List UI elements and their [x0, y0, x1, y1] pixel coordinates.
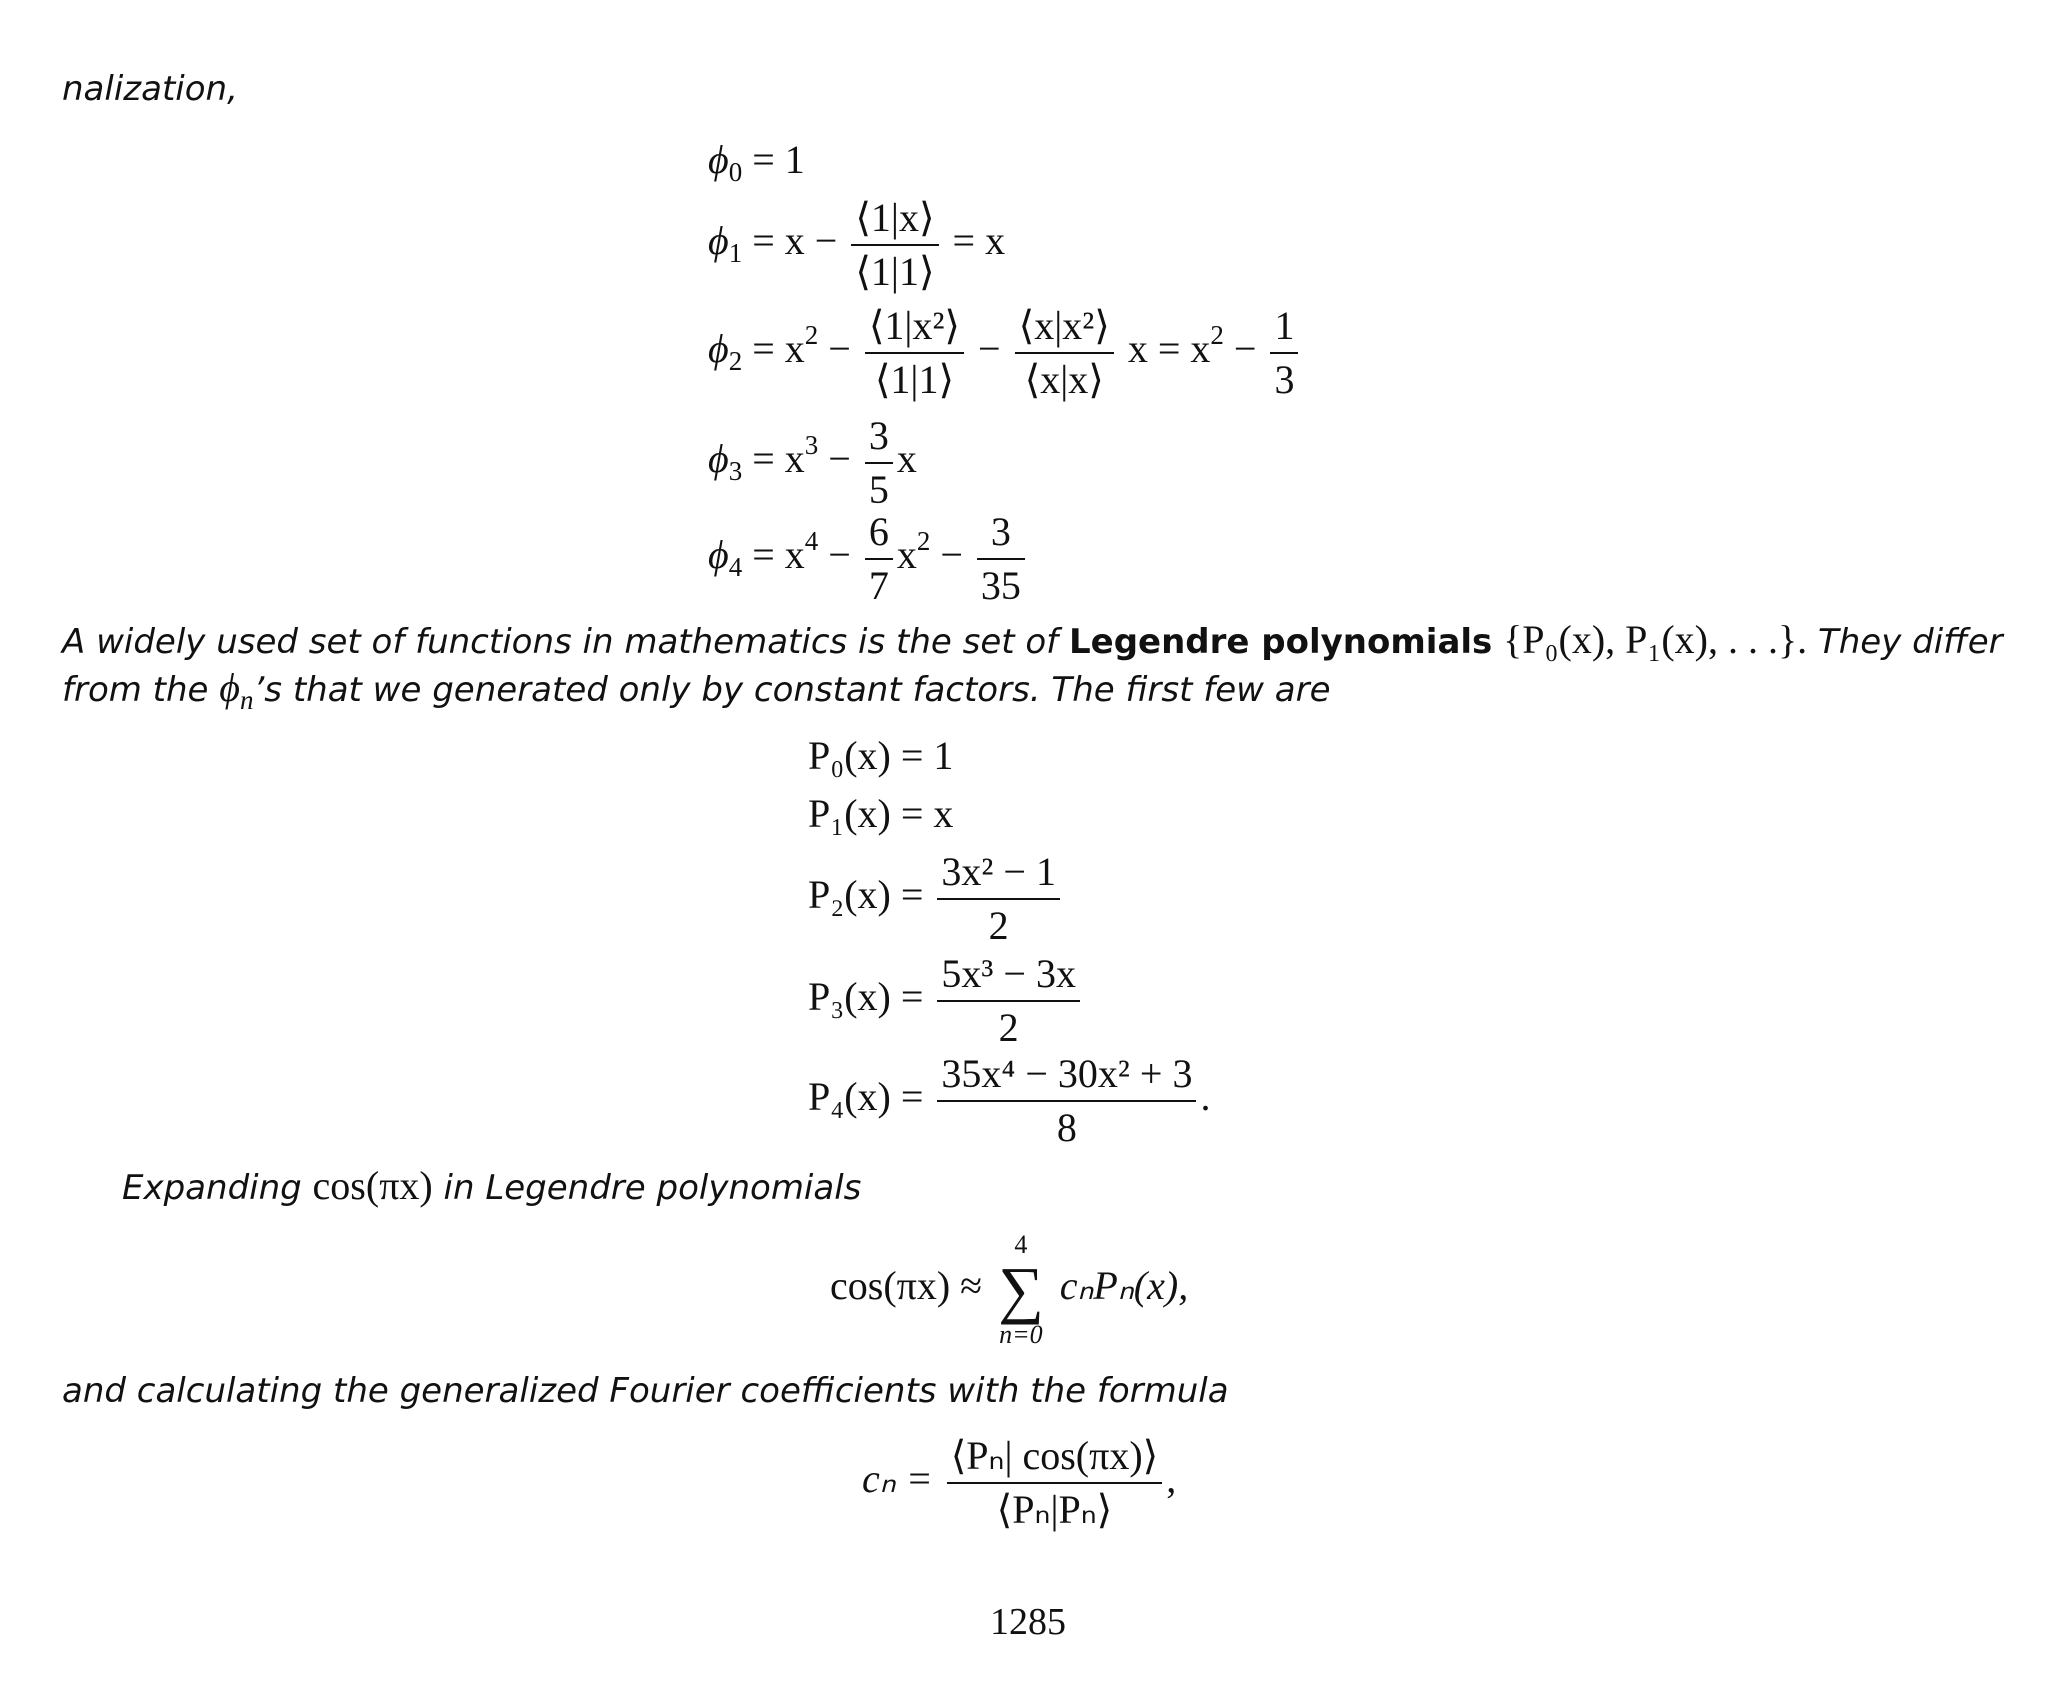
p1-equation: P₁(x) = x: [808, 791, 954, 836]
p3-denominator: 2: [998, 1005, 1019, 1050]
phi-n-symbol: ϕ: [219, 665, 240, 710]
sum-lhs: cos(πx) ≈: [830, 1263, 983, 1309]
phi4-term: = x: [752, 532, 805, 578]
phi4-denominator-1: 7: [868, 563, 889, 608]
legendre-term: Legendre polynomials: [1068, 622, 1493, 662]
coef-fraction: [947, 1433, 1163, 1532]
para2-a: Expanding: [122, 1168, 302, 1208]
phi2-fraction-1: [865, 303, 964, 402]
p4-tail: .: [1200, 1074, 1211, 1120]
phi2-symbol: ϕ: [708, 326, 729, 372]
page-number: 1285: [990, 1601, 1066, 1643]
phi3-numerator: 3: [865, 416, 893, 464]
p4-numerator: 35x⁴ − 30x² + 3: [937, 1054, 1196, 1102]
phi2-denominator-3: 3: [1274, 357, 1295, 402]
phi0-subscript: 0: [728, 157, 743, 187]
p3-numerator: 5x³ − 3x: [937, 954, 1080, 1002]
paragraph-legendre-line2: [62, 665, 1331, 715]
p2-denominator: 2: [988, 903, 1009, 948]
p3-equation: [808, 951, 1084, 1050]
phi2-term: = x: [752, 326, 805, 372]
coef-tail: ,: [1166, 1456, 1177, 1502]
phi2-numerator-3: 1: [1270, 306, 1298, 354]
phi2-denominator-2: ⟨x|x⟩: [1024, 357, 1104, 402]
phi4-symbol: ϕ: [708, 532, 729, 578]
p4-equation: [808, 1051, 1211, 1150]
phi1-subscript: 1: [728, 238, 743, 269]
coef-lhs: cₙ =: [862, 1456, 933, 1502]
phi4-fraction-2: [977, 509, 1025, 608]
phi4-denominator-2: 35: [980, 563, 1021, 608]
p2-equation: [808, 849, 1064, 948]
p0-equation: P₀(x) = 1: [808, 733, 954, 778]
sum-equation: [830, 1232, 1188, 1348]
phi3-symbol: ϕ: [708, 436, 729, 482]
phi3-minus: −: [828, 436, 851, 482]
phi4-exponent-2: 2: [916, 526, 931, 557]
phi4-fraction-1: [865, 509, 893, 608]
phi4-exponent: 4: [804, 526, 819, 557]
para1-text2: They differ: [1817, 622, 2003, 662]
p3-fraction: [937, 951, 1080, 1050]
legendre-set: {P₀(x), P₁(x), . . .}.: [1503, 617, 1808, 662]
phi4-minus-2: −: [940, 532, 963, 578]
paragraph-legendre-line1: [62, 617, 2003, 662]
sigma-symbol: ∑: [998, 1254, 1044, 1325]
phi3-tail: x: [896, 436, 917, 482]
phi4-term-2: x: [896, 532, 917, 578]
phi1-fraction: [851, 195, 938, 294]
p4-denominator: 8: [1056, 1105, 1077, 1150]
phi2-minus: −: [828, 326, 851, 372]
sum-rhs: cₙPₙ(x),: [1059, 1263, 1189, 1309]
phi2-exponent-2: 2: [1210, 320, 1224, 351]
p2-fraction: [937, 849, 1060, 948]
phi3-equation: [708, 413, 917, 512]
paragraph-fourier: and calculating the generalized Fourier coefficients with the formula: [62, 1371, 1229, 1411]
phi4-minus: −: [828, 532, 851, 578]
intro-fragment: nalization,: [62, 69, 238, 109]
sum-lower-limit: n=0: [999, 1320, 1043, 1349]
phi3-fraction: [865, 413, 893, 512]
phi-n-subscript: n: [240, 685, 254, 715]
phi3-exponent: 3: [804, 430, 819, 461]
para2-math: cos(πx): [312, 1163, 433, 1208]
p2-numerator: 3x² − 1: [937, 852, 1060, 900]
phi2-equation: [708, 303, 1302, 402]
coef-denominator: ⟨Pₙ|Pₙ⟩: [996, 1487, 1113, 1532]
phi3-subscript: 3: [728, 456, 743, 487]
phi1-equation: [708, 195, 1006, 294]
phi1-symbol: ϕ: [708, 218, 729, 264]
phi4-numerator-2: 3: [977, 512, 1025, 560]
para1-text1: A widely used set of functions in mathematics is the set of: [62, 622, 1059, 662]
p2-lhs: P₂(x) =: [808, 872, 924, 918]
phi0-equation: [708, 137, 805, 187]
p4-fraction: [937, 1051, 1196, 1150]
p3-lhs: P₃(x) =: [808, 974, 924, 1020]
p4-lhs: P₄(x) =: [808, 1074, 924, 1120]
phi0-symbol: ϕ: [708, 137, 729, 182]
sum-upper-limit: 4: [1014, 1230, 1028, 1259]
phi2-denominator-1: ⟨1|1⟩: [874, 357, 955, 402]
phi2-exponent: 2: [804, 320, 819, 351]
phi3-term: = x: [752, 436, 805, 482]
phi2-numerator-1: ⟨1|x²⟩: [865, 306, 964, 354]
phi1-tail: = x: [952, 218, 1006, 264]
paragraph-expanding: [122, 1163, 862, 1208]
para1-line2-b: ’s that we generated only by constant factors. The first few are: [253, 670, 1331, 710]
phi4-equation: [708, 509, 1029, 608]
coefficient-equation: [862, 1433, 1177, 1532]
phi4-numerator-1: 6: [865, 512, 893, 560]
phi2-numerator-2: ⟨x|x²⟩: [1015, 306, 1114, 354]
phi3-denominator: 5: [868, 467, 889, 512]
phi1-term: = x −: [752, 218, 838, 264]
phi0-rhs: = 1: [752, 137, 805, 182]
phi2-minus-2: −: [978, 326, 1001, 372]
summation: [998, 1232, 1044, 1348]
coef-numerator: ⟨Pₙ| cos(πx)⟩: [947, 1436, 1163, 1484]
para2-b: in Legendre polynomials: [443, 1168, 862, 1208]
phi2-subscript: 2: [728, 346, 743, 377]
phi4-subscript: 4: [728, 552, 743, 583]
phi2-middle: x = x: [1127, 326, 1211, 372]
phi2-fraction-3: [1270, 303, 1298, 402]
phi1-numerator: ⟨1|x⟩: [851, 198, 938, 246]
phi2-fraction-2: [1015, 303, 1114, 402]
phi1-denominator: ⟨1|1⟩: [855, 249, 935, 294]
phi2-minus-3: −: [1233, 326, 1257, 372]
para1-line2-a: from the: [62, 670, 209, 710]
